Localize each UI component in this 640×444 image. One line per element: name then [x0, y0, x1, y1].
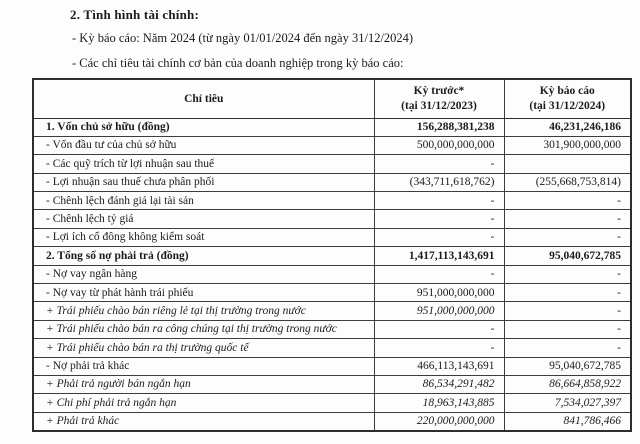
table-row	[33, 375, 631, 393]
prev-period-value: 1,417,113,143,691	[374, 247, 504, 265]
row-label: + Chi phí phải trả ngắn hạn	[33, 394, 374, 412]
column-header-sublabel: (tại 31/12/2024)	[529, 99, 606, 112]
row-label: - Chênh lệch tỷ giá	[33, 210, 374, 228]
financial-indicators-table	[32, 78, 632, 432]
table-header-row	[33, 79, 631, 118]
row-label: + Trái phiếu chào bán ra thị trường quốc tế	[33, 339, 374, 357]
prev-period-value: 466,113,143,691	[374, 357, 504, 375]
column-header-ky-truoc	[374, 79, 504, 118]
table-row	[33, 192, 631, 210]
report-period-value: -	[504, 284, 631, 302]
row-label: - Lợi nhuận sau thuế chưa phân phối	[33, 173, 374, 191]
row-label: - Chênh lệch đánh giá lại tài sản	[33, 192, 374, 210]
table-row	[33, 247, 631, 265]
row-label: - Nợ vay từ phát hành trái phiếu	[33, 284, 374, 302]
section-heading: 2. Tình hình tài chính:	[70, 7, 200, 22]
report-period-value: 7,534,027,397	[504, 394, 631, 412]
row-label: + Trái phiếu chào bán ra công chúng tại thị trường trong nước	[33, 320, 374, 338]
report-period-value: -	[504, 302, 631, 320]
prev-period-value: -	[374, 339, 504, 357]
report-period-line: - Kỳ báo cáo: Năm 2024 (từ ngày 01/01/2024 đến ngày 31/12/2024)	[72, 31, 414, 45]
report-period-value: 95,040,672,785	[504, 357, 631, 375]
row-label: - Nợ phải trả khác	[33, 357, 374, 375]
row-label: - Nợ vay ngân hàng	[33, 265, 374, 283]
table-row	[33, 357, 631, 375]
table-row	[33, 302, 631, 320]
prev-period-value: (343,711,618,762)	[374, 173, 504, 191]
prev-period-value: -	[374, 265, 504, 283]
report-period-value: -	[504, 339, 631, 357]
report-period-value: 46,231,246,186	[504, 118, 631, 136]
table-row	[33, 118, 631, 136]
report-period-value: -	[504, 210, 631, 228]
row-label: 1. Vốn chủ sở hữu (đồng)	[33, 118, 374, 136]
prev-period-value: -	[374, 320, 504, 338]
column-header-label: Chỉ tiêu	[184, 92, 224, 105]
prev-period-value: -	[374, 228, 504, 246]
column-header-sublabel: (tại 31/12/2023)	[401, 99, 477, 112]
prev-period-value: 220,000,000,000	[374, 412, 504, 431]
table-row	[33, 265, 631, 283]
row-label: - Các quỹ trích từ lợi nhuận sau thuế	[33, 155, 374, 173]
table-row	[33, 136, 631, 154]
report-period-value: -	[504, 265, 631, 283]
table-row	[33, 210, 631, 228]
table-row	[33, 339, 631, 357]
row-label: - Lợi ích cổ đông không kiểm soát	[33, 228, 374, 246]
prev-period-value: -	[374, 155, 504, 173]
prev-period-value: 18,963,143,885	[374, 394, 504, 412]
report-period-value: -	[504, 228, 631, 246]
table-intro-line: - Các chỉ tiêu tài chính cơ bản của doanh nghiệp trong kỳ báo cáo:	[72, 56, 404, 70]
column-header-chi-tieu	[33, 79, 374, 118]
prev-period-value: 86,534,291,482	[374, 375, 504, 393]
prev-period-value: 951,000,000,000	[374, 284, 504, 302]
prev-period-value: 156,288,381,238	[374, 118, 504, 136]
row-label: - Vốn đầu tư của chủ sở hữu	[33, 136, 374, 154]
table-row	[33, 228, 631, 246]
column-header-label: Kỳ trước*	[413, 85, 465, 98]
row-label: + Trái phiếu chào bán riêng lẻ tại thị trường trong nước	[33, 302, 374, 320]
table-row	[33, 320, 631, 338]
report-period-value: 301,900,000,000	[504, 136, 631, 154]
prev-period-value: -	[374, 192, 504, 210]
report-period-value: (255,668,753,814)	[504, 173, 631, 191]
prev-period-value: 500,000,000,000	[374, 136, 504, 154]
row-label: 2. Tổng số nợ phải trả (đồng)	[33, 247, 374, 265]
column-header-label: Kỳ báo cáo	[539, 85, 595, 98]
table-row	[33, 412, 631, 431]
prev-period-value: 951,000,000,000	[374, 302, 504, 320]
report-period-value: 95,040,672,785	[504, 247, 631, 265]
report-period-value: 86,664,858,922	[504, 375, 631, 393]
prev-period-value: -	[374, 210, 504, 228]
report-period-value	[504, 155, 631, 173]
table-row	[33, 284, 631, 302]
row-label: + Phải trả khác	[33, 412, 374, 431]
column-header-ky-bao-cao	[504, 79, 631, 118]
report-period-value: -	[504, 192, 631, 210]
table-row	[33, 173, 631, 191]
table-row	[33, 394, 631, 412]
row-label: + Phải trả người bán ngắn hạn	[33, 375, 374, 393]
report-period-value: 841,786,466	[504, 412, 631, 431]
table-row	[33, 155, 631, 173]
report-period-value: -	[504, 320, 631, 338]
